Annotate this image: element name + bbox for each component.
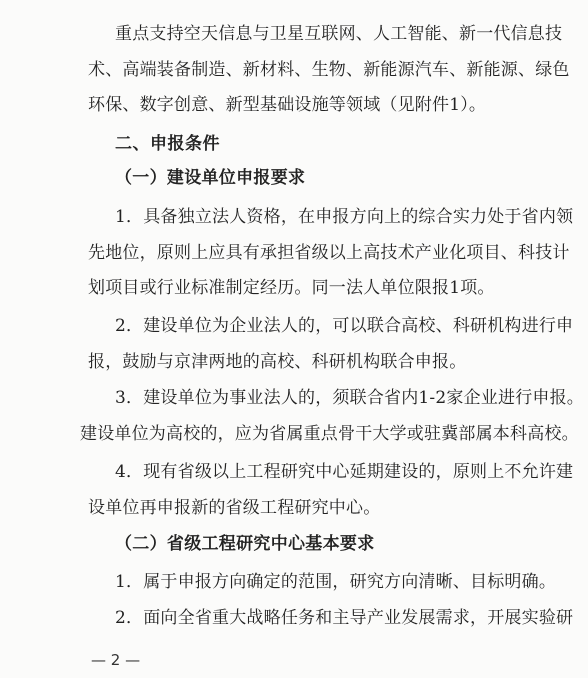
sub1-item-2-line-2: 报，鼓励与京津两地的高校、科研机构联合申报。	[88, 352, 467, 372]
sub1-item-4-line-2: 设单位再申报新的省级工程研究中心。	[88, 498, 381, 518]
sub1-item-1-line-2: 先地位，原则上应具有承担省级以上高技术产业化项目、科技计	[88, 243, 570, 263]
sub1-item-1-line-1: 1．具备独立法人资格，在申报方向上的综合实力处于省内领	[115, 207, 574, 227]
sub2-item-1-line-1: 1．属于申报方向确定的范围，研究方向清晰、目标明确。	[115, 572, 557, 592]
intro-line-1: 重点支持空天信息与卫星互联网、人工智能、新一代信息技	[115, 24, 563, 44]
intro-line-3: 环保、数字创意、新型基础设施等领域（见附件1）。	[88, 95, 487, 115]
sub1-item-3-line-1: 3．建设单位为事业法人的，须联合省内1-2家企业进行申报。	[115, 388, 584, 408]
subsection-title-1: （一）建设单位申报要求	[115, 168, 306, 188]
sub1-item-2-line-1: 2．建设单位为企业法人的，可以联合高校、科研机构进行申	[115, 316, 574, 336]
sub1-item-1-line-3: 划项目或行业标准制定经历。同一法人单位限报1项。	[88, 278, 495, 298]
sub1-item-4-line-1: 4．现有省级以上工程研究中心延期建设的，原则上不允许建	[115, 462, 574, 482]
sub2-item-2-line-1: 2．面向全省重大战略任务和主导产业发展需求，开展实验研	[115, 608, 574, 628]
subsection-title-2: （二）省级工程研究中心基本要求	[115, 534, 375, 554]
section-title: 二、申报条件	[115, 134, 220, 154]
sub1-item-3-line-2: 建设单位为高校的，应为省属重点骨干大学或驻冀部属本科高校。	[80, 424, 579, 444]
intro-line-2: 术、高端装备制造、新材料、生物、新能源汽车、新能源、绿色	[88, 60, 570, 80]
page-number: — 2 —	[91, 651, 141, 669]
